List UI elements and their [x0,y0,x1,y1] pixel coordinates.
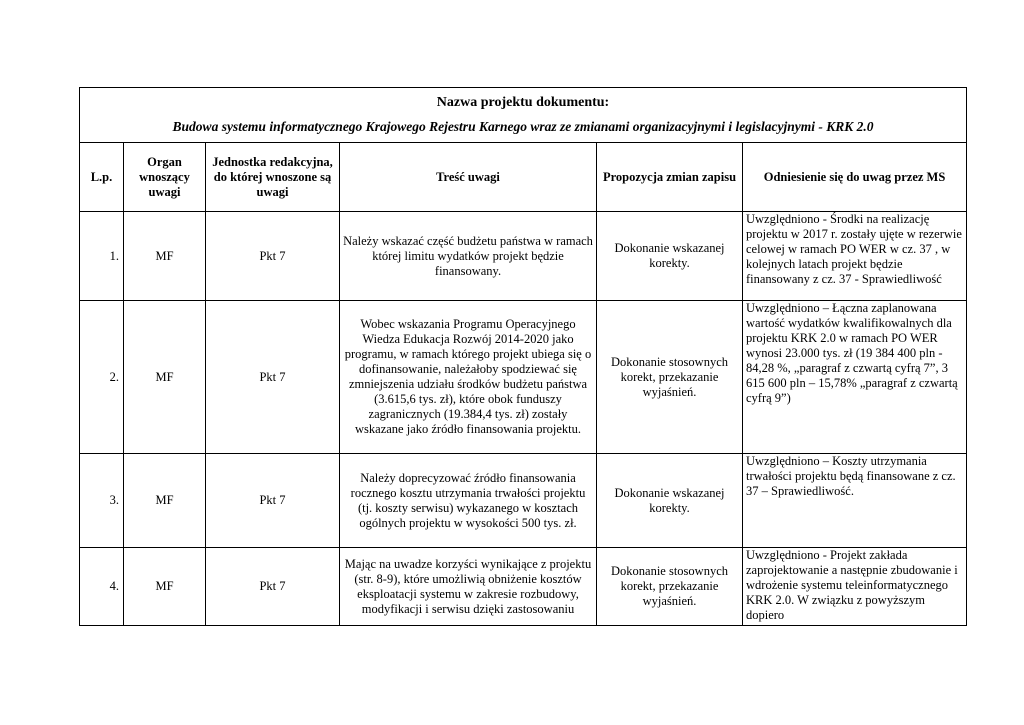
row-jednostka: Pkt 7 [206,548,340,626]
document-title-cell [80,88,967,143]
document-title: Nazwa projektu dokumentu: [436,95,610,110]
row-lp: 4. [80,548,124,626]
row-tresc: Należy wskazać część budżetu państwa w ramach której limitu wydatków projekt będzie finansowany. [340,212,597,301]
row-tresc: Mając na uwadze korzyści wynikające z projektu (str. 8-9), które umożliwią obniżenie kosztów eksploatacji systemu w zakresie rozbudowy, modyfikacji i serwisu dzięki zastosowaniu [340,548,597,626]
table-row [80,301,967,454]
row-propozycja: Dokonanie wskazanej korekty. [597,212,743,301]
header-tresc: Treść uwagi [340,143,597,212]
row-propozycja: Dokonanie stosownych korekt, przekazanie wyjaśnień. [597,301,743,454]
row-odniesienie: Uwzględniono - Projekt zakłada zaprojektowanie a następnie zbudowanie i wdrożenie systemu teleinformatycznego KRK 2.0. W związku z powyższym dopiero [743,548,967,626]
table-row [80,212,967,301]
row-jednostka: Pkt 7 [206,301,340,454]
table-row [80,548,967,626]
row-odniesienie: Uwzględniono – Koszty utrzymania trwałości projektu będą finansowane z cz. 37 – Sprawiedliwość. [743,454,967,548]
row-jednostka: Pkt 7 [206,454,340,548]
table-header-row [80,143,967,212]
row-lp: 2. [80,301,124,454]
row-tresc: Należy doprecyzować źródło finansowania rocznego kosztu utrzymania trwałości projektu (tj. koszty serwisu) wykazanego w kosztach ogólnych projektu w wysokości 500 tys. zł. [340,454,597,548]
row-organ: MF [124,212,206,301]
document-subtitle: Budowa systemu informatycznego Krajowego Rejestru Karnego wraz ze zmianami organizacyjnymi i legislacyjnymi - KRK 2.0 [172,119,874,134]
table-row [80,454,967,548]
row-lp: 1. [80,212,124,301]
row-propozycja: Dokonanie wskazanej korekty. [597,454,743,548]
remarks-table [79,87,967,626]
row-organ: MF [124,454,206,548]
header-lp: L.p. [80,143,124,212]
row-odniesienie: Uwzględniono - Środki na realizację projektu w 2017 r. zostały ujęte w rezerwie celowej w ramach PO WER w cz. 37 , w kolejnych latach projekt będzie finansowany z cz. 37 - Sprawiedliwość [743,212,967,301]
row-propozycja: Dokonanie stosownych korekt, przekazanie wyjaśnień. [597,548,743,626]
header-jednostka: Jednostka redakcyjna, do której wnoszone są uwagi [206,143,340,212]
row-tresc: Wobec wskazania Programu Operacyjnego Wiedza Edukacja Rozwój 2014-2020 jako programu, w ramach którego projekt ubiega się o dofinansowanie, należałoby spodziewać się zmniejszenia udziału środków budżetu państwa (3.615,6 tys. zł), które obok funduszy zagranicznych (19.384,4 tys. zł) zostały wskazane jako źródło finansowania projektu. [340,301,597,454]
row-organ: MF [124,301,206,454]
row-odniesienie: Uwzględniono – Łączna zaplanowana wartość wydatków kwalifikowalnych dla projektu KRK 2.0 w ramach PO WER wynosi 23.000 tys. zł (19 384 400 pln - 84,28 %, „paragraf z czwartą cyfrą 7”, 3 615 600 pln – 15,78% „paragraf z czwartą cyfrą 9”) [743,301,967,454]
header-odniesienie: Odniesienie się do uwag przez MS [743,143,967,212]
row-organ: MF [124,548,206,626]
header-organ: Organ wnoszący uwagi [124,143,206,212]
row-jednostka: Pkt 7 [206,212,340,301]
row-lp: 3. [80,454,124,548]
header-propozycja: Propozycja zmian zapisu [597,143,743,212]
